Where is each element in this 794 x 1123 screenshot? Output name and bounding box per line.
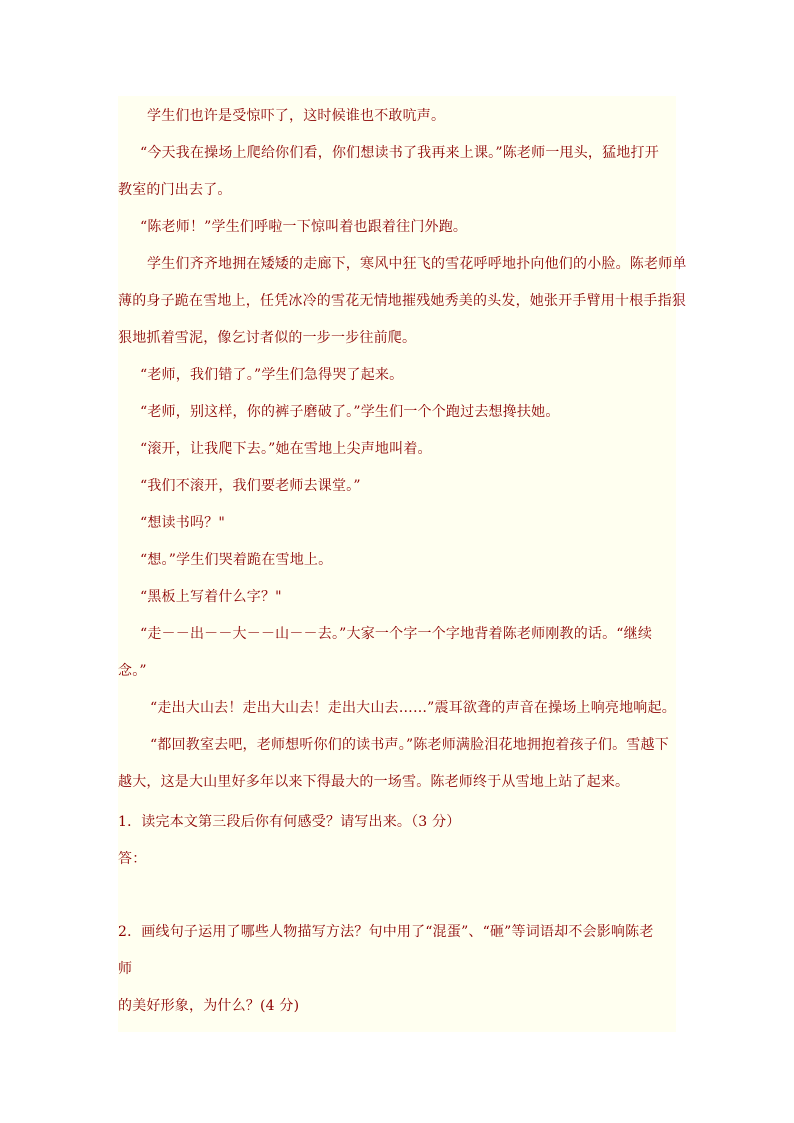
document-page (118, 96, 687, 1032)
paragraph-line: 学生们齐齐地拥在矮矮的走廊下，寒风中狂飞的雪花呼呼地扑向他们的小脸。陈老师单 (147, 256, 687, 272)
paragraph-line: “我们不滚开，我们要老师去课堂。” (140, 478, 361, 494)
paragraph-line: “都回教室去吧，老师想听你们的读书声。”陈老师满脸泪花地拥抱着孩子们。雪越下 (150, 737, 669, 753)
paragraph-line: 学生们也许是受惊吓了，这时候谁也不敢吭声。 (147, 108, 446, 124)
paragraph-line: 念。” (118, 663, 147, 679)
question-2-line-1: 2．画线句子运用了哪些人物描写方法？句中用了“混蛋”、“砸”等词语却不会影响陈老 (118, 924, 654, 940)
paragraph-line: “走出大山去！走出大山去！走出大山去……”震耳欲聋的声音在操场上响亮地响起。 (150, 700, 676, 716)
paragraph-line: “老师，别这样，你的裤子磨破了。”学生们一个个跑过去想搀扶她。 (140, 404, 560, 420)
paragraph-line: 教室的门出去了。 (118, 182, 232, 198)
paragraph-line: 狠地抓着雪泥，像乞讨者似的一步一步往前爬。 (118, 330, 417, 346)
question-2-line-2: 师 (118, 961, 133, 977)
question-2-line-3: 的美好形象，为什么？(4 分) (118, 998, 300, 1014)
paragraph-line: “滚开，让我爬下去。”她在雪地上尖声地叫着。 (140, 441, 432, 457)
paragraph-line: “老师，我们错了。”学生们急得哭了起来。 (140, 367, 404, 383)
paragraph-line: “陈老师！”学生们呼啦一下惊叫着也跟着往门外跑。 (140, 219, 468, 235)
answer-label: 答： (118, 851, 147, 867)
paragraph-line: “黑板上写着什么字？" (140, 589, 282, 605)
paragraph-line: “今天我在操场上爬给你们看，你们想读书了我再来上课。”陈老师一甩头，猛地打开 (140, 145, 659, 161)
paragraph-line: “想。”学生们哭着跪在雪地上。 (140, 552, 333, 568)
question-1: 1．读完本文第三段后你有何感受？请写出来。（3 分） (118, 814, 461, 830)
paragraph-line: 越大，这是大山里好多年以来下得最大的一场雪。陈老师终于从雪地上站了起来。 (118, 774, 630, 790)
paragraph-line: “走－－出－－大－－山－－去。”大家一个字一个字地背着陈老师刚教的话。“继续 (140, 626, 653, 642)
paragraph-line: “想读书吗？" (140, 515, 225, 531)
paragraph-line: 薄的身子跪在雪地上，任凭冰冷的雪花无情地摧残她秀美的头发，她张开手臂用十根手指狠 (118, 293, 686, 309)
